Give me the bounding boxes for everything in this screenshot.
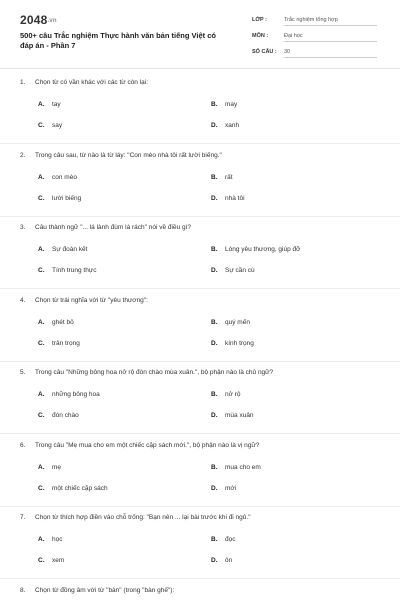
- option-text: học: [52, 536, 63, 543]
- answer-option-a[interactable]: [38, 536, 62, 543]
- document-header: [0, 0, 400, 64]
- option-letter: B.: [211, 173, 218, 181]
- question-stem: [20, 224, 380, 231]
- option-letter: A.: [38, 173, 45, 181]
- answer-option-c[interactable]: [38, 557, 64, 564]
- question-text: Trong câu "Những bông hoa nở rộ đón chào mùa xuân.", bộ phận nào là chủ ngữ?: [35, 369, 274, 376]
- option-letter: B.: [211, 391, 218, 398]
- option-letter: D.: [211, 557, 218, 564]
- option-letter: D.: [211, 194, 218, 202]
- question-stem: [20, 79, 380, 86]
- option-text: mẹ: [52, 463, 62, 471]
- answer-option-a[interactable]: [38, 101, 61, 108]
- question-stem: [20, 152, 380, 159]
- question-divider: [0, 216, 400, 217]
- question-item: [0, 297, 400, 370]
- answer-option-c[interactable]: [38, 122, 62, 129]
- answer-option-a[interactable]: [38, 464, 61, 471]
- answer-option-b[interactable]: [211, 101, 237, 108]
- question-divider: [0, 578, 400, 579]
- option-letter: C.: [38, 557, 45, 564]
- question-text: Trong câu sau, từ nào là từ láy: "Con mèo nhà tôi rất lười biếng.": [35, 151, 222, 159]
- option-text: tay: [52, 101, 61, 108]
- question-stem: [20, 587, 380, 594]
- document-title: 500+ câu Trắc nghiệm Thực hành văn bản tiếng Việt có đáp án - Phần 7: [20, 31, 216, 50]
- option-text: mua cho em: [225, 463, 261, 471]
- logo-suffix: .vn: [47, 17, 57, 24]
- answer-option-c[interactable]: [38, 340, 80, 347]
- question-item: [0, 442, 400, 515]
- option-letter: B.: [211, 463, 218, 471]
- option-letter: B.: [211, 536, 218, 543]
- question-number: 6.: [20, 441, 26, 449]
- option-text: những bông hoa: [52, 391, 100, 398]
- answer-option-b[interactable]: [211, 174, 233, 181]
- answer-option-d[interactable]: [211, 195, 245, 202]
- option-letter: C.: [38, 412, 45, 419]
- option-text: quý mến: [225, 318, 250, 326]
- question-divider: [0, 143, 400, 144]
- answer-option-b[interactable]: [211, 536, 235, 543]
- option-letter: D.: [211, 484, 218, 492]
- meta-row-class: [252, 14, 377, 28]
- option-text: Tính trung thực: [52, 267, 97, 274]
- option-text: đọc: [225, 536, 236, 543]
- option-text: Lòng yêu thương, giúp đỡ: [225, 246, 301, 253]
- option-letter: B.: [211, 101, 218, 108]
- logo-main: 2048: [20, 13, 48, 27]
- answer-option-d[interactable]: [211, 267, 255, 274]
- option-text: trân trọng: [52, 339, 80, 347]
- answer-option-b[interactable]: [211, 391, 240, 398]
- question-item: [0, 224, 400, 297]
- question-item: [0, 152, 400, 225]
- option-letter: A.: [38, 318, 45, 326]
- question-divider: [0, 506, 400, 507]
- question-item: [0, 514, 400, 587]
- question-text: Câu thành ngữ "... lá lành đùm lá rách" nói về điều gì?: [35, 224, 192, 231]
- answer-option-a[interactable]: [38, 174, 77, 181]
- option-letter: D.: [211, 122, 218, 129]
- option-letter: B.: [211, 246, 218, 253]
- answer-option-c[interactable]: [38, 267, 96, 274]
- question-list: [0, 79, 400, 600]
- option-text: kính trọng: [225, 339, 254, 347]
- meta-row-subject: [252, 30, 377, 44]
- question-divider: [0, 288, 400, 289]
- answer-option-a[interactable]: [38, 319, 74, 326]
- answer-option-b[interactable]: [211, 319, 250, 326]
- option-letter: D.: [211, 412, 218, 419]
- question-item: [0, 369, 400, 442]
- answer-option-d[interactable]: [211, 122, 239, 129]
- option-text: ghét bỏ: [52, 318, 74, 326]
- question-number: 1.: [20, 79, 26, 86]
- answer-option-c[interactable]: [38, 412, 79, 419]
- option-letter: C.: [38, 267, 45, 274]
- meta-key: LỚP :: [252, 17, 267, 23]
- site-logo[interactable]: [20, 13, 57, 27]
- question-text: Trong câu "Mẹ mua cho em một chiếc cặp sách mới.", bộ phận nào là vị ngữ?: [35, 441, 260, 449]
- option-text: may: [225, 101, 238, 108]
- question-number: 8.: [20, 586, 26, 594]
- meta-value: 30: [284, 49, 377, 58]
- option-letter: D.: [211, 267, 218, 274]
- question-item: [0, 587, 400, 600]
- option-letter: A.: [38, 391, 45, 398]
- option-letter: B.: [211, 318, 218, 326]
- option-text: xanh: [225, 122, 240, 129]
- option-text: xem: [52, 557, 65, 564]
- answer-option-b[interactable]: [211, 246, 300, 253]
- option-text: ôn: [225, 557, 233, 564]
- question-stem: [20, 369, 380, 376]
- question-text: Chọn từ trái nghĩa với từ "yêu thương":: [35, 296, 148, 304]
- question-text: Chọn từ có vần khác với các từ còn lại:: [35, 79, 149, 86]
- answer-option-c[interactable]: [38, 195, 81, 202]
- option-letter: D.: [211, 339, 218, 347]
- question-stem: [20, 442, 380, 449]
- answer-option-c[interactable]: [38, 485, 108, 492]
- option-text: Sự đoàn kết: [52, 246, 88, 253]
- answer-option-b[interactable]: [211, 464, 261, 471]
- option-text: rất: [225, 173, 233, 181]
- option-letter: A.: [38, 536, 45, 543]
- header-divider: [0, 68, 400, 69]
- meta-value: Đại học: [284, 33, 377, 42]
- meta-key: SỐ CÂU :: [252, 49, 277, 55]
- meta-block: [252, 14, 377, 62]
- option-letter: C.: [38, 339, 45, 347]
- question-number: 5.: [20, 369, 26, 376]
- question-number: 2.: [20, 151, 26, 159]
- option-letter: C.: [38, 194, 45, 202]
- meta-key: MÔN :: [252, 33, 269, 39]
- question-number: 3.: [20, 224, 26, 231]
- question-text: Chọn từ đồng âm với từ "bàn" (trong "bàn ghế"):: [35, 586, 175, 594]
- option-text: một chiếc cặp sách: [52, 484, 108, 492]
- question-item: [0, 79, 400, 152]
- option-letter: A.: [38, 246, 45, 253]
- option-text: mùa xuân: [225, 412, 254, 419]
- meta-row-count: [252, 46, 377, 60]
- question-stem: [20, 514, 380, 521]
- answer-option-a[interactable]: [38, 246, 87, 253]
- option-text: Sự cần cù: [225, 267, 255, 274]
- answer-option-d[interactable]: [211, 412, 254, 419]
- option-text: lười biếng: [52, 194, 82, 202]
- question-divider: [0, 433, 400, 434]
- question-number: 7.: [20, 514, 26, 521]
- question-stem: [20, 297, 380, 304]
- question-text: Chọn từ thích hợp điền vào chỗ trống: "Bạn nên ... lại bài trước khi đi ngủ.": [35, 514, 251, 521]
- meta-value: Trắc nghiệm tổng hợp: [284, 17, 377, 26]
- answer-option-d[interactable]: [211, 557, 232, 564]
- option-letter: C.: [38, 484, 45, 492]
- option-letter: A.: [38, 101, 45, 108]
- option-text: mới: [225, 484, 237, 492]
- answer-option-d[interactable]: [211, 485, 236, 492]
- option-text: nhà tôi: [225, 194, 245, 202]
- question-number: 4.: [20, 296, 26, 304]
- answer-option-d[interactable]: [211, 340, 254, 347]
- option-letter: C.: [38, 122, 45, 129]
- option-letter: A.: [38, 463, 45, 471]
- option-text: con mèo: [52, 173, 77, 181]
- option-text: nở rộ: [225, 391, 241, 398]
- question-divider: [0, 361, 400, 362]
- option-text: đón chào: [52, 412, 79, 419]
- option-text: say: [52, 122, 63, 129]
- answer-option-a[interactable]: [38, 391, 100, 398]
